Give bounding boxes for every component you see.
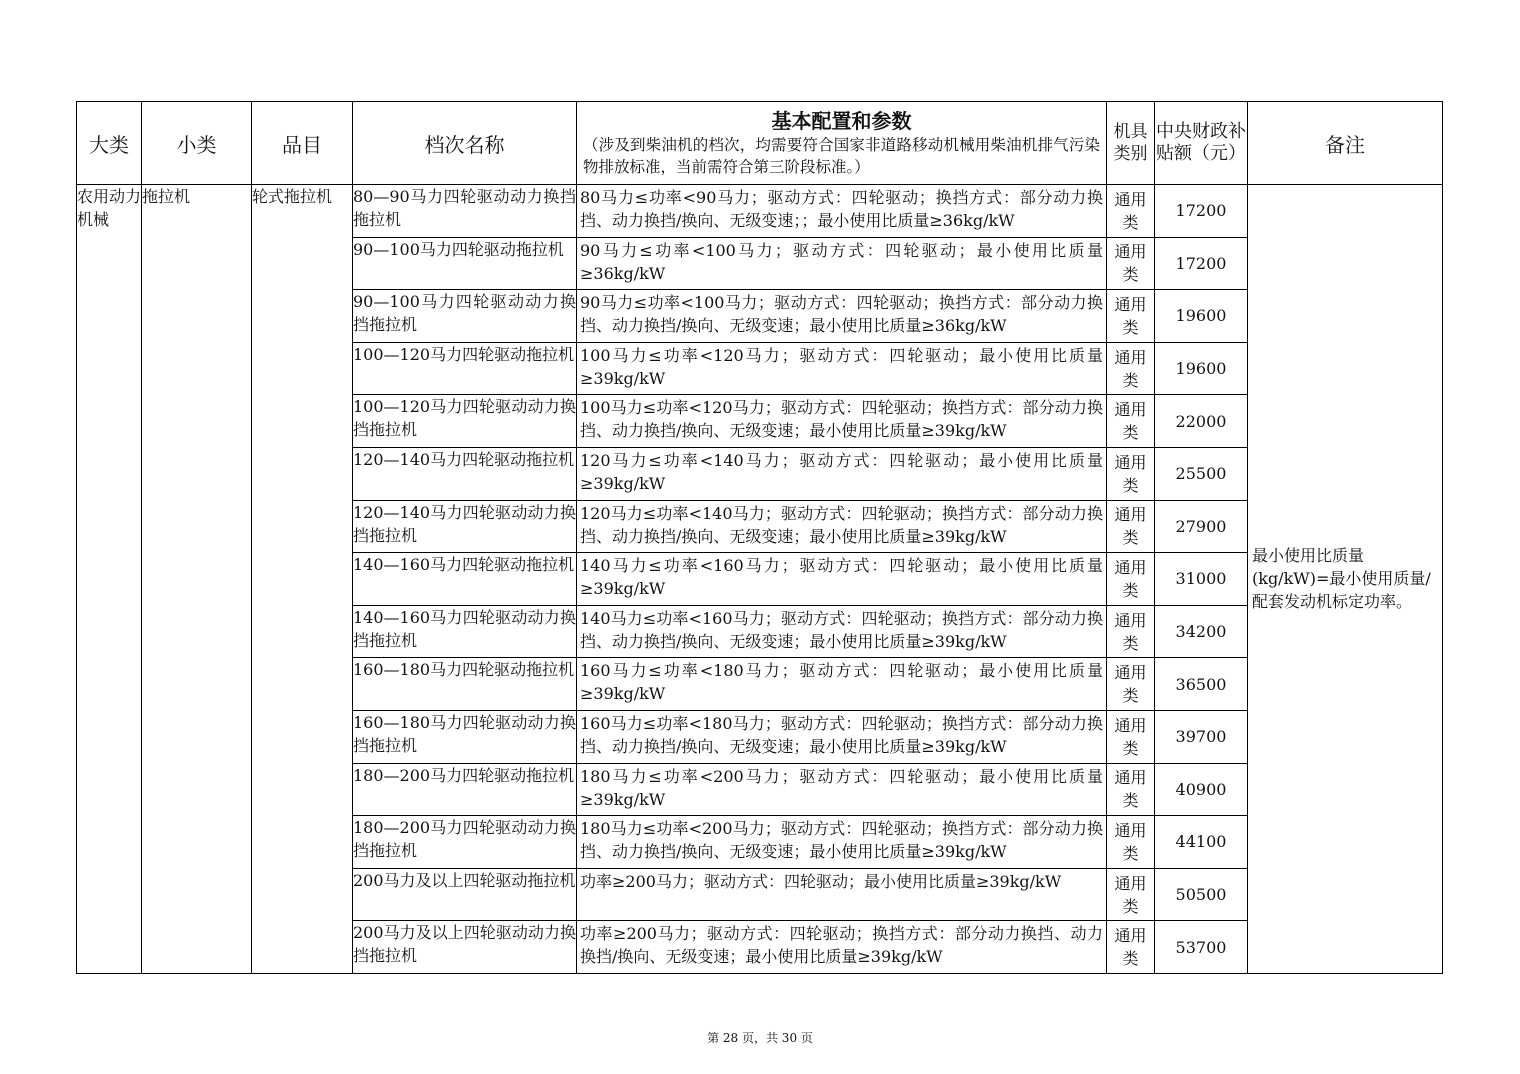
header-params-title: 基本配置和参数 [771,109,912,133]
subsidy-amount-cell: 44100 [1155,816,1248,869]
subsidy-amount-cell: 53700 [1155,921,1248,974]
subsidy-amount-cell: 17200 [1155,237,1248,290]
grade-name-cell: 140—160马力四轮驱动动力换挡拖拉机 [353,605,577,658]
grade-name-cell: 80—90马力四轮驱动动力换挡拖拉机 [353,185,577,238]
subsidy-amount-cell: 36500 [1155,658,1248,711]
machine-type-cell: 通用类 [1107,185,1155,238]
grade-name-cell: 200马力及以上四轮驱动拖拉机 [353,868,577,921]
machine-type-cell: 通用类 [1107,868,1155,921]
header-subsidy: 中央财政补贴额（元） [1155,102,1248,185]
subsidy-amount-cell: 22000 [1155,395,1248,448]
header-row [77,102,1443,185]
category-cell: 农用动力机械 [77,185,142,974]
machine-type-cell: 通用类 [1107,290,1155,343]
params-cell [577,658,1107,711]
params-text: 100马力≤功率<120马力；驱动方式：四轮驱动；换挡方式：部分动力换挡、动力换挡/换向、无级变速；最小使用比质量≥39kg/kW [580,398,1103,441]
params-text: 180马力≤功率<200马力；驱动方式：四轮驱动；换挡方式：部分动力换挡、动力换挡/换向、无级变速；最小使用比质量≥39kg/kW [580,819,1103,862]
subsidy-amount-cell: 17200 [1155,185,1248,238]
header-params-note: （涉及到柴油机的档次，均需要符合国家非道路移动机械用柴油机排气污染物排放标准，当前需符合第三阶段标准。） [583,136,1100,176]
params-cell [577,553,1107,606]
subsidy-amount-cell: 19600 [1155,290,1248,343]
grade-name-cell: 140—160马力四轮驱动拖拉机 [353,553,577,606]
machine-type-cell: 通用类 [1107,921,1155,974]
grade-name-cell: 200马力及以上四轮驱动动力换挡拖拉机 [353,921,577,974]
item-cell: 轮式拖拉机 [252,185,353,974]
params-text: 100马力≤功率<120马力；驱动方式：四轮驱动；最小使用比质量≥39kg/kW [580,345,1103,388]
params-cell [577,290,1107,343]
params-cell [577,185,1107,238]
subsidy-amount-cell: 39700 [1155,710,1248,763]
machine-type-cell: 通用类 [1107,500,1155,553]
machine-type-cell: 通用类 [1107,342,1155,395]
params-text: 功率≥200马力；驱动方式：四轮驱动；换挡方式：部分动力换挡、动力换挡/换向、无级变速；最小使用比质量≥39kg/kW [580,924,1103,967]
params-cell [577,816,1107,869]
grade-name-cell: 90—100马力四轮驱动动力换挡拖拉机 [353,290,577,343]
params-text: 90马力≤功率<100马力；驱动方式：四轮驱动；换挡方式：部分动力换挡、动力换挡/换向、无级变速；最小使用比质量≥36kg/kW [580,293,1103,336]
params-text: 80马力≤功率<90马力；驱动方式：四轮驱动；换挡方式：部分动力换挡、动力换挡/换向、无级变速；；最小使用比质量≥36kg/kW [580,188,1103,230]
machine-type-cell: 通用类 [1107,237,1155,290]
subsidy-amount-cell: 34200 [1155,605,1248,658]
subsidy-amount-cell: 50500 [1155,868,1248,921]
grade-name-cell: 120—140马力四轮驱动拖拉机 [353,447,577,500]
header-item: 品目 [252,102,353,185]
subsidy-amount-cell: 27900 [1155,500,1248,553]
machine-type-cell: 通用类 [1107,553,1155,606]
params-cell [577,921,1107,974]
header-machine-type: 机具类别 [1107,102,1155,185]
subcategory-cell: 拖拉机 [142,185,252,974]
params-cell [577,395,1107,448]
grade-name-cell: 160—180马力四轮驱动拖拉机 [353,658,577,711]
params-text: 90马力≤功率<100马力；驱动方式：四轮驱动；最小使用比质量≥36kg/kW [580,240,1103,283]
params-cell [577,342,1107,395]
machine-type-cell: 通用类 [1107,816,1155,869]
machine-type-cell: 通用类 [1107,763,1155,816]
params-cell [577,605,1107,658]
header-remark: 备注 [1248,102,1443,185]
params-text: 140马力≤功率<160马力；驱动方式：四轮驱动；最小使用比质量≥39kg/kW [580,556,1103,599]
params-cell [577,763,1107,816]
params-text: 120马力≤功率<140马力；驱动方式：四轮驱动；换挡方式：部分动力换挡、动力换挡/换向、无级变速；最小使用比质量≥39kg/kW [580,503,1103,546]
subsidy-table [76,101,1443,974]
machine-type-cell: 通用类 [1107,710,1155,763]
page-footer: 第 28 页，共 30 页 [707,1031,813,1045]
params-text: 功率≥200马力；驱动方式：四轮驱动；最小使用比质量≥39kg/kW [580,871,1062,891]
subsidy-amount-cell: 19600 [1155,342,1248,395]
params-cell [577,500,1107,553]
header-params [577,102,1107,185]
params-text: 160马力≤功率<180马力；驱动方式：四轮驱动；换挡方式：部分动力换挡、动力换挡/换向、无级变速；最小使用比质量≥39kg/kW [580,713,1103,756]
params-cell [577,237,1107,290]
subsidy-amount-cell: 25500 [1155,447,1248,500]
params-cell [577,868,1107,921]
grade-name-cell: 90—100马力四轮驱动拖拉机 [353,237,577,290]
subsidy-amount-cell: 31000 [1155,553,1248,606]
params-cell [577,447,1107,500]
grade-name-cell: 100—120马力四轮驱动动力换挡拖拉机 [353,395,577,448]
machine-type-cell: 通用类 [1107,395,1155,448]
machine-type-cell: 通用类 [1107,605,1155,658]
header-grade-name: 档次名称 [353,102,577,185]
grade-name-cell: 120—140马力四轮驱动动力换挡拖拉机 [353,500,577,553]
grade-name-cell: 180—200马力四轮驱动拖拉机 [353,763,577,816]
grade-name-cell: 160—180马力四轮驱动动力换挡拖拉机 [353,710,577,763]
grade-name-cell: 100—120马力四轮驱动拖拉机 [353,342,577,395]
params-text: 180马力≤功率<200马力；驱动方式：四轮驱动；最小使用比质量≥39kg/kW [580,766,1103,809]
table-row [77,185,1443,238]
grade-name-cell: 180—200马力四轮驱动动力换挡拖拉机 [353,816,577,869]
params-text: 140马力≤功率<160马力；驱动方式：四轮驱动；换挡方式：部分动力换挡、动力换挡/换向、无级变速；最小使用比质量≥39kg/kW [580,608,1103,651]
machine-type-cell: 通用类 [1107,658,1155,711]
header-category: 大类 [77,102,142,185]
remark-cell: 最小使用比质量(kg/kW)=最小使用质量/配套发动机标定功率。 [1248,185,1443,974]
params-cell [577,710,1107,763]
subsidy-amount-cell: 40900 [1155,763,1248,816]
params-text: 120马力≤功率<140马力；驱动方式：四轮驱动；最小使用比质量≥39kg/kW [580,450,1103,493]
machine-type-cell: 通用类 [1107,447,1155,500]
header-subcategory: 小类 [142,102,252,185]
params-text: 160马力≤功率<180马力；驱动方式：四轮驱动；最小使用比质量≥39kg/kW [580,661,1103,704]
